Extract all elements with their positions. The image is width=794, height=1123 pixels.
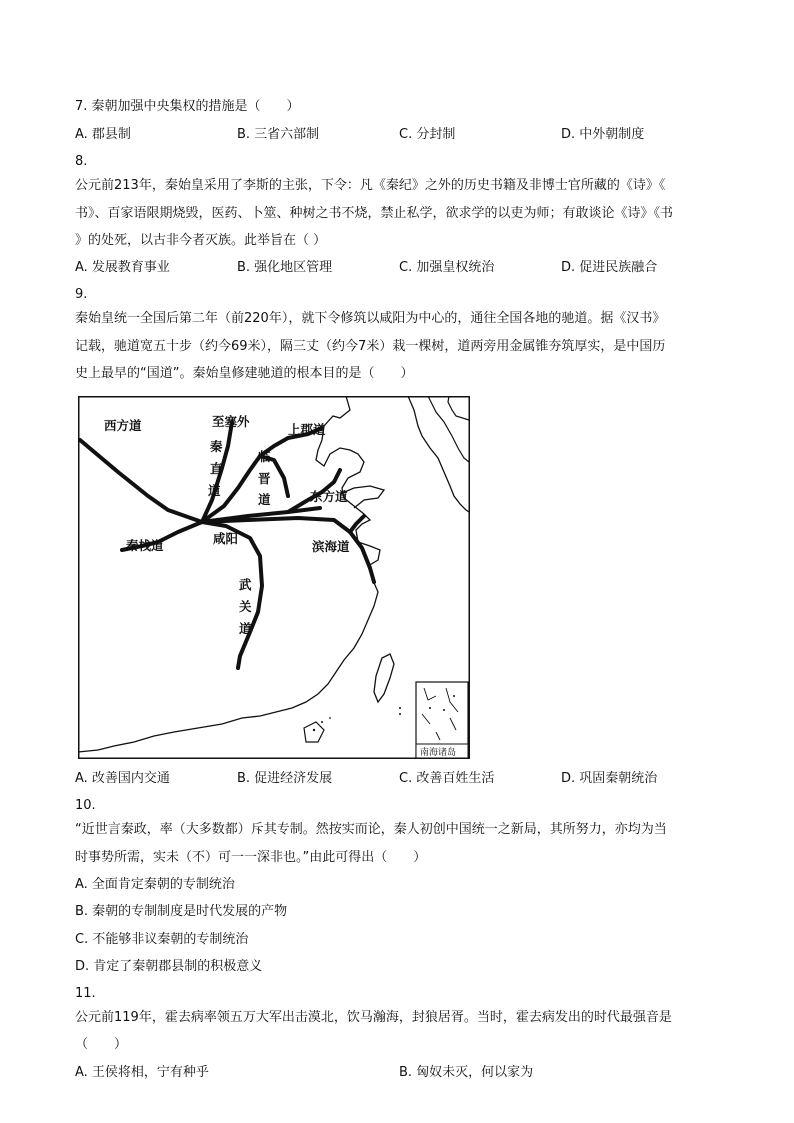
- q9-option-b: B. 促进经济发展: [237, 771, 333, 786]
- q8-line-2: 书》、百家语限期烧毁，医药、卜筮、种树之书不烧，禁止私学，欲求学的以吏为师；有敢谈论《诗》《书: [75, 206, 674, 221]
- q9-option-d: D. 巩固秦朝统治: [561, 771, 658, 786]
- q7-option-b: B. 三省六部制: [237, 127, 320, 142]
- q8-line-1: 公元前213年，秦始皇采用了李斯的主张，下令：凡《秦纪》之外的历史书籍及非博士官所藏的《诗》《: [75, 178, 666, 193]
- q10-number: 10.: [75, 798, 96, 813]
- q11-option-b: B. 匈奴未灭，何以家为: [399, 1065, 534, 1080]
- q7-option-c: C. 分封制: [399, 127, 456, 142]
- label-qinzhi-1: 秦: [210, 439, 223, 454]
- q9-option-c: C. 改善百姓生活: [399, 771, 495, 786]
- q11-line-2: （ ）: [75, 1037, 128, 1052]
- q9-option-a: A. 改善国内交通: [75, 771, 170, 786]
- q8-option-b: B. 强化地区管理: [237, 260, 333, 275]
- label-qinzhan: 秦栈道: [126, 538, 164, 553]
- south-sea-inset: [416, 682, 468, 758]
- label-shangjun: 上郡道: [288, 422, 326, 437]
- inset-label: 南海诸岛: [420, 748, 457, 758]
- label-qinzhi-3: 道: [208, 483, 221, 498]
- q10-option-a: A. 全面肯定秦朝的专制统治: [75, 877, 235, 892]
- q10-option-c: C. 不能够非议秦朝的专制统治: [75, 932, 249, 947]
- q9-line-2: 记载，驰道宽五十步（约今69米），隔三丈（约今7米）栽一棵树，道两旁用金属锥夯筑厚实，是中国历: [75, 339, 666, 354]
- q11-option-a: A. 王侯将相，宁有种乎: [75, 1065, 209, 1080]
- label-linjin-3: 道: [258, 492, 271, 507]
- qin-roads-map: [78, 396, 470, 759]
- q7-stem: 7. 秦朝加强中央集权的措施是（ ）: [75, 99, 300, 114]
- label-linjin-1: 临: [258, 449, 271, 464]
- q10-option-b: B. 秦朝的专制制度是时代发展的产物: [75, 904, 288, 919]
- q8-line-3: 》的处死，以古非今者灭族。此举旨在（ ）: [75, 233, 327, 248]
- q10-line-2: 时事势所需，实未（不）可一一深非也。”由此可得出（ ）: [75, 850, 427, 865]
- label-xianyang: 咸阳: [213, 531, 239, 546]
- map-frame: [79, 397, 470, 759]
- q8-option-a: A. 发展教育事业: [75, 260, 170, 275]
- label-wuguan-3: 道: [239, 621, 252, 636]
- q10-line-1: “近世言秦政，率（大多数都）斥其专制。然按实而论，秦人初创中国统一之新局，其所努力，亦均为当: [75, 822, 667, 837]
- label-xifang: 西方道: [104, 418, 142, 433]
- q11-line-1: 公元前119年，霍去病率领五万大军出击漠北，饮马瀚海，封狼居胥。当时，霍去病发出的时代最强音是: [75, 1010, 672, 1025]
- q11-number: 11.: [75, 986, 96, 1001]
- q9-line-3: 史上最早的“国道”。秦始皇修建驰道的根本目的是（ ）: [75, 366, 414, 381]
- label-linjin-2: 晋: [258, 471, 271, 486]
- q8-option-c: C. 加强皇权统治: [399, 260, 495, 275]
- label-zhisaiwai: 至塞外: [212, 414, 250, 429]
- q8-option-d: D. 促进民族融合: [561, 260, 658, 275]
- q7-option-a: A. 郡县制: [75, 127, 131, 142]
- label-wuguan-2: 关: [239, 599, 252, 614]
- q10-option-d: D. 肯定了秦朝郡县制的积极意义: [75, 959, 263, 974]
- label-qinzhi-2: 直: [210, 461, 223, 476]
- label-binhai: 滨海道: [312, 539, 350, 554]
- q7-option-d: D. 中外朝制度: [561, 127, 645, 142]
- q8-number: 8.: [75, 154, 88, 169]
- q9-number: 9.: [75, 287, 88, 302]
- label-wuguan-1: 武: [239, 577, 252, 592]
- q9-line-1: 秦始皇统一全国后第二年（前220年），就下令修筑以咸阳为中心的，通往全国各地的驰道。据《汉书》: [75, 311, 666, 326]
- label-dongfang: 东方道: [310, 489, 348, 504]
